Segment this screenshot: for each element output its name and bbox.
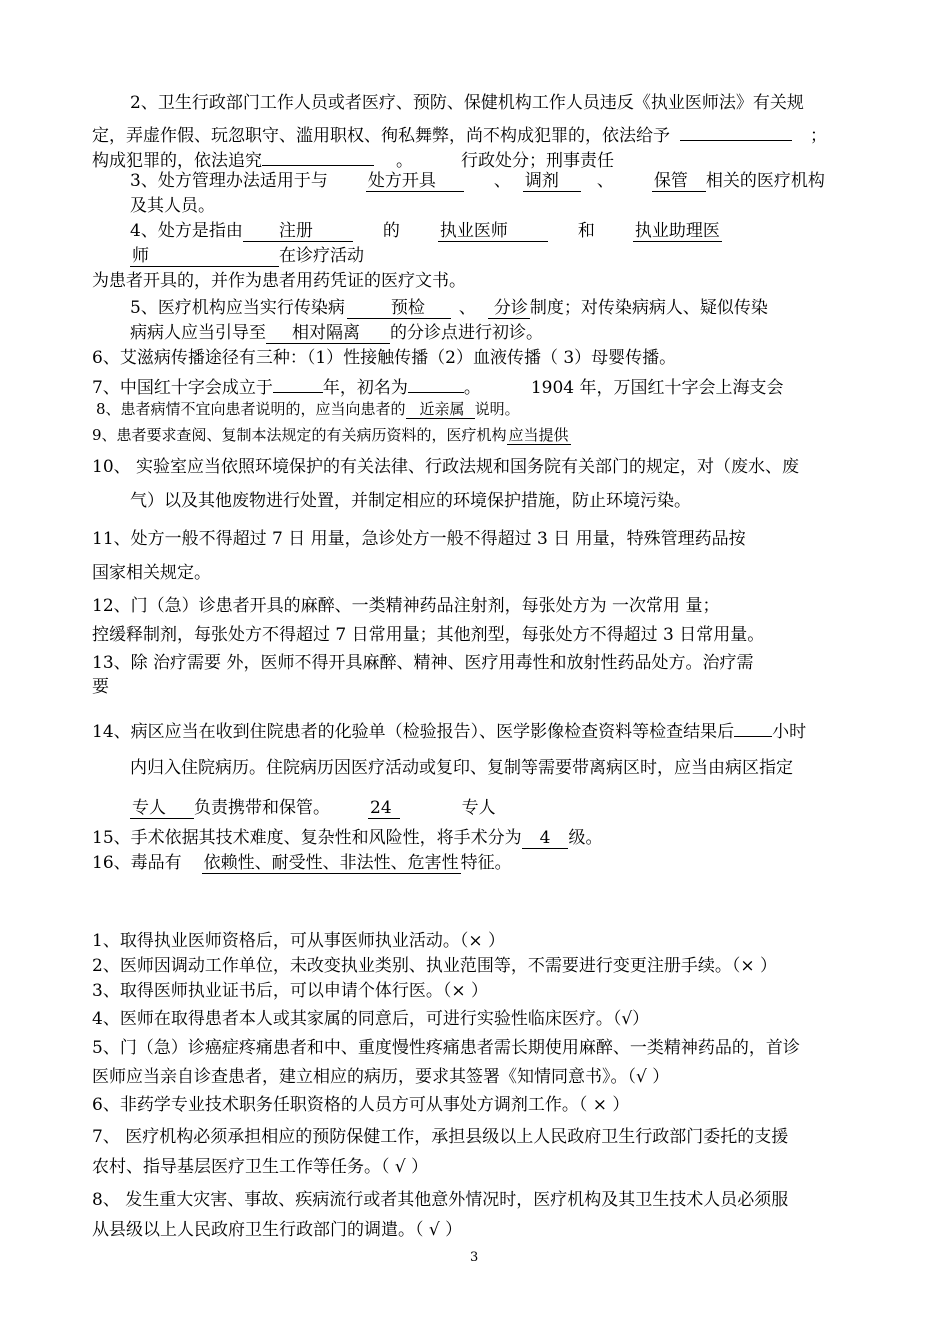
q7-answer: 1904 年，万国红十字会上海支会: [530, 378, 784, 398]
q15-answer: 4: [522, 828, 569, 849]
q2-period: 。: [396, 151, 413, 171]
q2-blank-1: [680, 120, 792, 141]
q2-blank-2: [262, 145, 374, 166]
q3-line2: 及其人员。: [130, 196, 215, 216]
tf-1: 1、取得执业医师资格后，可从事医师执业活动。（× ）: [92, 931, 505, 951]
q11-line2: 国家相关规定。: [92, 563, 211, 583]
q14-text-end: 小时: [772, 722, 807, 742]
q5-answer-2: 分诊: [488, 298, 530, 319]
q5-text-2: 病病人应当引导至: [130, 323, 266, 343]
q7-blank-1: [273, 372, 323, 393]
q5-sep: 、: [458, 298, 476, 318]
q12-line1: 12、门（急）诊患者开具的麻醉、一类精神药品注射剂，每张处方为 一次常用 量；: [92, 596, 720, 616]
q16-text-end: 特征。: [460, 853, 512, 873]
q2-line3: [92, 145, 614, 172]
tf-7-line2: 农村、指导基层医疗卫生工作等任务。（ √ ）: [92, 1157, 429, 1177]
q2-answer: 行政处分；刑事责任: [461, 151, 614, 171]
q2-line2-text: 定，弄虚作假、玩忽职守、滥用职权、徇私舞弊，尚不构成犯罪的，依法给予: [92, 126, 670, 146]
q3-sep-2: 、: [596, 171, 614, 191]
q4-line1: [130, 220, 722, 242]
q7-text: 7、中国红十字会成立于: [92, 378, 273, 398]
q3-sep-1: 、: [493, 171, 511, 191]
page-number: 3: [470, 1250, 479, 1265]
q7-blank-2: [408, 372, 464, 393]
tf-5-line1: 5、门（急）诊癌症疼痛患者和中、重度慢性疼痛患者需长期使用麻醉、一类精神药品的，首诊: [92, 1038, 800, 1058]
tf-2: 2、医师因调动工作单位，未改变执业类别、执业范围等，不需要进行变更注册手续。（× ）: [92, 956, 777, 976]
q4-answer-1: 注册: [243, 221, 353, 242]
q4-de: 的: [382, 221, 400, 241]
q4-answer-2: 执业医师: [438, 221, 548, 242]
q14-line2: 内归入住院病历。住院病历因医疗活动或复印、复制等需要带离病区时，应当由病区指定: [130, 758, 793, 778]
q14-line1: [92, 716, 806, 743]
q4-answer-3-cont: 师: [130, 246, 279, 267]
q3-answer-3: 保管: [652, 171, 706, 192]
q14-blank: [734, 716, 772, 737]
tf-4: 4、医师在取得患者本人或其家属的同意后，可进行实验性临床医疗。（√）: [92, 1009, 650, 1029]
tf-8-line2: 从县级以上人民政府卫生行政部门的调遣。（ √ ）: [92, 1220, 463, 1240]
q4-text: 4、处方是指由: [130, 221, 243, 241]
q14-answer-2: 24: [368, 798, 400, 819]
q16-line: [92, 852, 512, 874]
q14-text-2: 负责携带和保管。: [194, 798, 330, 818]
q13-line2: 要: [92, 677, 109, 697]
q5-answer-3: 相对隔离: [266, 323, 390, 344]
q10-line2: 气）以及其他废物进行处置，并制定相应的环境保护措施，防止环境污染。: [130, 491, 691, 511]
q2-line3-text: 构成犯罪的，依法追究: [92, 151, 262, 171]
q8-line: [96, 398, 520, 420]
q8-answer: 近亲属: [406, 400, 475, 419]
q9-text: 9、患者要求查阅、复制本法规定的有关病历资料的，医疗机构: [92, 426, 507, 444]
q4-answer-3: 执业助理医: [634, 221, 720, 241]
q4-line2: [130, 245, 364, 267]
q4-he: 和: [577, 221, 595, 241]
tf-6: 6、非药学专业技术职务任职资格的人员方可从事处方调剂工作。（ × ）: [92, 1095, 630, 1115]
q8-text-end: 说明。: [474, 400, 520, 418]
tf-7-line1: 7、 医疗机构必须承担相应的预防保健工作，承担县级以上人民政府卫生行政部门委托的支援: [92, 1127, 789, 1147]
q6-line: 6、艾滋病传播途径有三种：（1）性接触传播（2）血液传播（ 3）母婴传播。: [92, 348, 677, 368]
tf-5-line2: 医师应当亲自诊查患者，建立相应的病历，要求其签署《知情同意书》。（√ ）: [92, 1067, 670, 1087]
q3-text: 3、处方管理办法适用于与: [130, 171, 328, 191]
q5-line2: [130, 322, 543, 344]
q4-line3: 为患者开具的，并作为患者用药凭证的医疗文书。: [92, 271, 466, 291]
q5-text: 5、医疗机构应当实行传染病: [130, 298, 345, 318]
q5-answer-1: 预检: [347, 298, 451, 319]
q11-line1: 11、处方一般不得超过 7 日 用量，急诊处方一般不得超过 3 日 用量，特殊管理药品按: [92, 529, 746, 549]
tf-3: 3、取得医师执业证书后，可以申请个体行医。（× ）: [92, 981, 488, 1001]
q12-line2: 控缓释制剂，每张处方不得超过 7 日常用量；其他剂型，每张处方不得超过 3 日常用量。: [92, 625, 765, 645]
q16-text: 16、毒品有: [92, 853, 182, 873]
tf-8-line1: 8、 发生重大灾害、事故、疾病流行或者其他意外情况时，医疗机构及其卫生技术人员必须服: [92, 1190, 789, 1210]
q4-text-2: 在诊疗活动: [279, 246, 364, 266]
q2-semicolon: ；: [810, 126, 827, 146]
q15-text-end: 级。: [568, 828, 603, 848]
q2-line1: 2、卫生行政部门工作人员或者医疗、预防、保健机构工作人员违反《执业医师法》有关规: [130, 93, 804, 113]
q13-line1: 13、除 治疗需要 外，医师不得开具麻醉、精神、医疗用毒性和放射性药品处方。治疗需: [92, 653, 754, 673]
q15-text: 15、手术依据其技术难度、复杂性和风险性，将手术分为: [92, 828, 522, 848]
q16-answer: 依赖性、耐受性、非法性、危害性: [203, 853, 459, 873]
q3-text-end: 相关的医疗机构: [705, 171, 825, 191]
q14-answer-3: 专人: [461, 798, 496, 818]
q14-text: 14、病区应当在收到住院患者的化验单（检验报告）、医学影像检查资料等检查结果后: [92, 722, 735, 742]
q2-line2: [92, 120, 827, 147]
q7-text-2: 年，初名为: [322, 378, 408, 398]
q14-line3: [130, 797, 496, 819]
q7-text-3: 。: [463, 378, 481, 398]
q9-line: [92, 424, 571, 446]
q9-answer: 应当提供: [508, 426, 569, 444]
q8-text: 8、患者病情不宜向患者说明的，应当向患者的: [96, 400, 406, 418]
q7-line: [92, 372, 784, 399]
q14-answer-1: 专人: [130, 798, 194, 819]
q15-line: [92, 827, 602, 849]
q5-line1: [130, 297, 768, 319]
q5-text-3: 的分诊点进行初诊。: [390, 323, 543, 343]
q3-line1: [130, 170, 825, 192]
q5-text-end: 制度；对传染病病人、疑似传染: [529, 298, 768, 318]
q3-answer-1: 处方开具: [366, 171, 464, 192]
q3-answer-2: 调剂: [523, 171, 581, 192]
q10-line1: 10、 实验室应当依照环境保护的有关法律、行政法规和国务院有关部门的规定，对（废水、废: [92, 457, 800, 477]
